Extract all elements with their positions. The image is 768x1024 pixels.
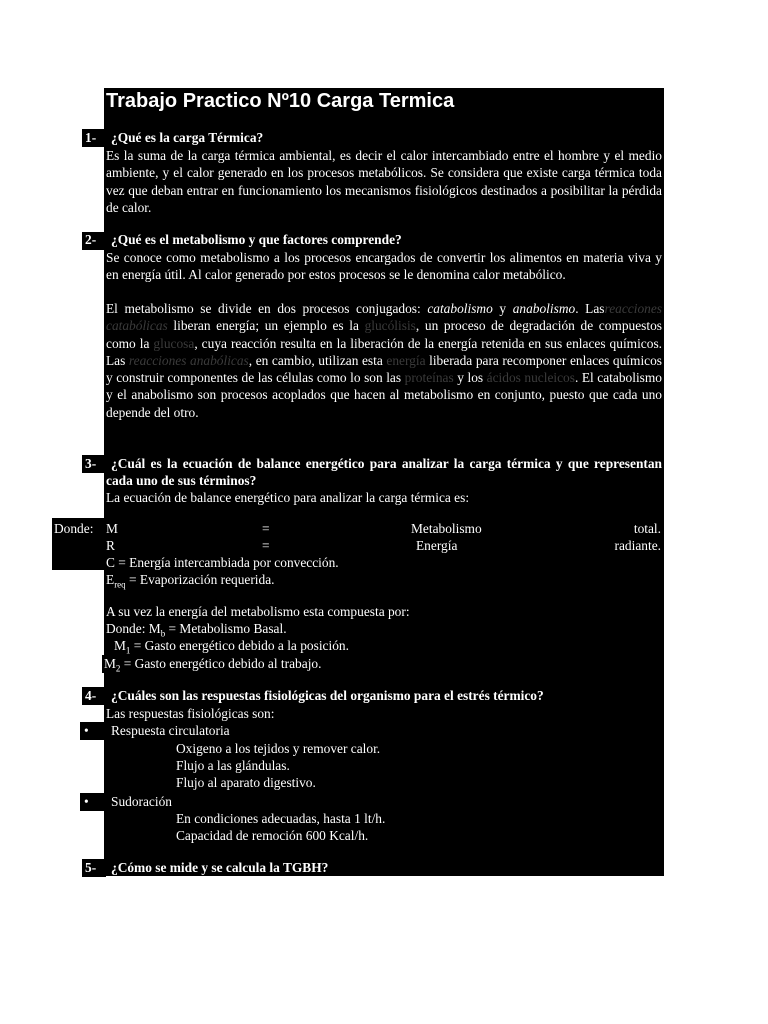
q2-para1: Se conoce como metabolismo a los procesos encargados de convertir los alimentos en materia viva y en energía útil. Al calor generado por estos procesos se le denomina calor metabólico. (106, 250, 662, 283)
q5-question: ¿Cómo se mide y se calcula la TGBH? (111, 860, 329, 875)
b2-item-1: En condiciones adecuadas, hasta 1 lt/h. (176, 811, 386, 826)
q2-number: 2- (85, 232, 97, 247)
q3-intro: La ecuación de balance energético para analizar la carga térmica es: (106, 490, 470, 505)
q1-answer: Es la suma de la carga térmica ambiental, es decir el calor intercambiado entre el hombre y el medio ambiente, y el calor generado en los procesos metabólicos. Se considera que existe carga térmica toda vez que deban entrar en funcionamiento los mecanismos fisiológicos destinados a posibilitar la pérdida de calor. (106, 148, 662, 215)
m2-line: $M_2$ = Gasto energético debido al trabajo. (104, 656, 322, 674)
page-title: Trabajo Practico Nº10 Carga Termica (106, 90, 455, 112)
anabolismo-term: anabolismo (512, 301, 576, 316)
q4-number: 4- (85, 688, 97, 703)
met-intro: A su vez la energía del metabolismo esta compuesta por: (106, 604, 410, 619)
link-glucolisis[interactable]: glucólisis (364, 318, 416, 334)
q5-number: 5- (85, 860, 97, 875)
b2-item-2: Capacidad de remoción 600 Kcal/h. (176, 828, 369, 843)
m1-line: $M_1$ = Gasto energético debido a la posición. (114, 638, 349, 656)
b1-item-1: Oxigeno a los tejidos y remover calor. (176, 741, 381, 756)
link-energia[interactable]: energía (386, 352, 426, 368)
c-line: C = Energía intercambiada por convección. (106, 555, 339, 570)
bullet-respuesta-circulatoria: • (84, 723, 89, 738)
link-reacciones-catabolicas[interactable]: reacciones catabólicas (106, 301, 663, 334)
link-glucosa[interactable]: glucosa (153, 335, 195, 351)
r-equals: = (262, 538, 270, 553)
b1-label: Respuesta circulatoria (111, 723, 230, 738)
bullet-sudoracion: • (84, 794, 89, 809)
link-acidos-nucleicos[interactable]: ácidos nucleicos (486, 370, 575, 386)
b1-item-3: Flujo al aparato digestivo. (176, 775, 316, 790)
m-word: Metabolismo (411, 521, 482, 536)
link-proteinas[interactable]: proteínas (404, 370, 454, 386)
ereq-line: $E_{req}$ = Evaporización requerida. (106, 572, 275, 590)
q3-number: 3- (85, 456, 97, 471)
b2-label: Sudoración (111, 794, 172, 809)
r-symbol: R (106, 538, 115, 553)
q2-question: ¿Qué es el metabolismo y que factores comprende? (111, 232, 402, 247)
r-word: Energía (416, 538, 458, 553)
q1-question: ¿Qué es la carga Térmica? (111, 130, 264, 145)
m-symbol: M (106, 521, 118, 536)
donde-label: Donde: (54, 521, 94, 536)
m-total: total. (633, 521, 661, 536)
q2-para2: El metabolismo se divide en dos procesos conjugados: catabolismo y anabolismo. Lasreacciones catabólicas liberan energía; un ejemplo es la glucólisis, un proceso de degradación de compuestos como la glucosa, cuya reacción resulta en la liberación de la energía retenida en sus enlaces químicos. Las reacciones anabólicas, en cambio, utilizan esta energía liberada para recomponer enlaces químicos y construir componentes de las células como lo son las proteínas y los ácidos nucleicos. El catabolismo y el anabolismo son procesos acoplados que hacen al metabolismo en conjunto, puesto que cada uno depende del otro. (106, 301, 663, 420)
link-reacciones-anabolicas[interactable]: reacciones anabólicas (128, 352, 249, 368)
b1-item-2: Flujo a las glándulas. (176, 758, 290, 773)
q4-question: ¿Cuáles son las respuestas fisiológicas del organismo para el estrés térmico? (111, 688, 544, 703)
m-equals: = (262, 521, 270, 536)
q4-intro: Las respuestas fisiológicas son: (106, 706, 275, 721)
q3-question: ¿Cuál es la ecuación de balance energético para analizar la carga térmica y que representan cada uno de sus términos? (106, 456, 662, 489)
r-radiante: radiante. (614, 538, 661, 553)
q1-number: 1- (85, 130, 97, 145)
mb-line: Donde: $M_b$ = Metabolismo Basal. (106, 621, 287, 639)
catabolismo-term: catabolismo (427, 301, 493, 316)
